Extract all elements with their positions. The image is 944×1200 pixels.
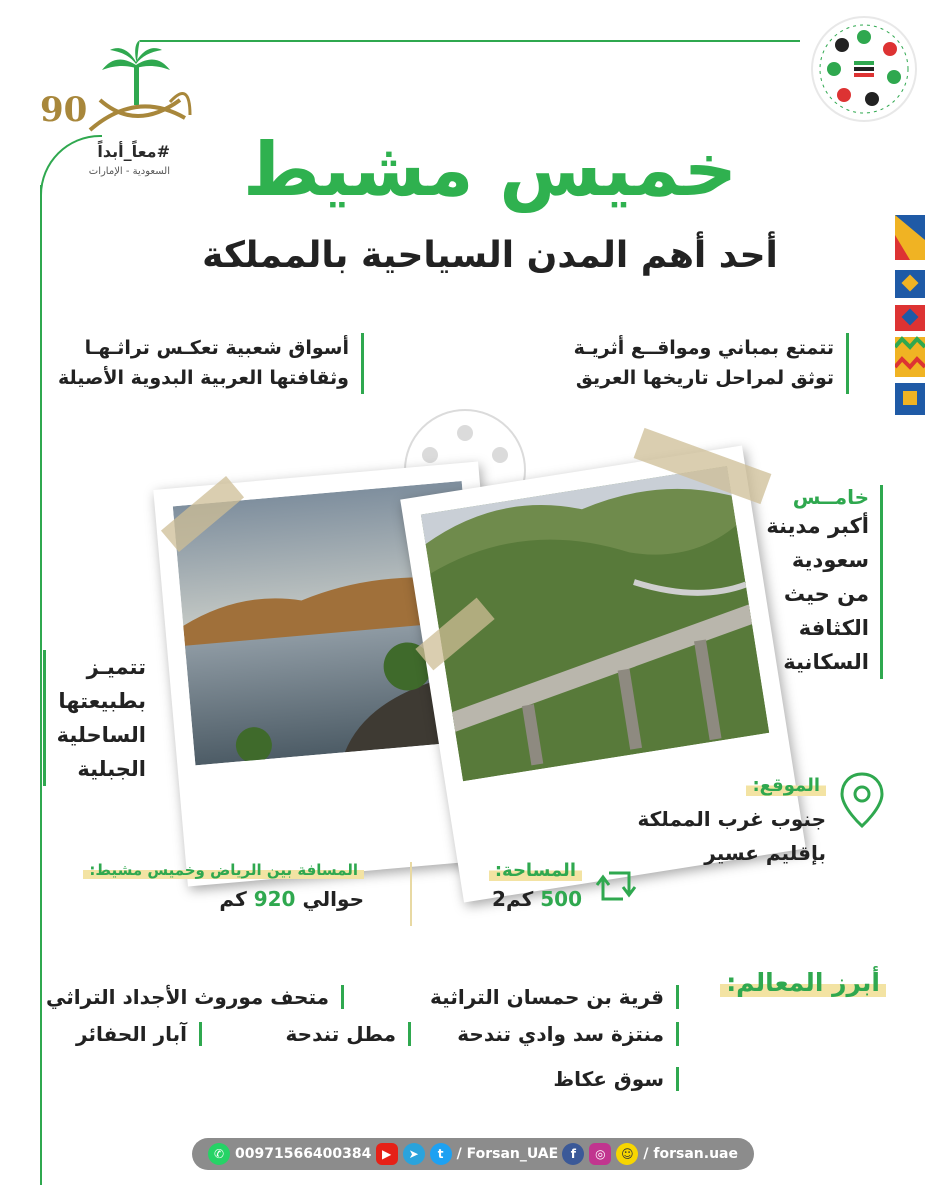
fifth-city-line-4: الكثافة [798,616,869,641]
footer-phone-group [208,1143,371,1165]
footer-handle1-group [376,1143,559,1165]
nature-line-1: تتميـز [86,655,146,679]
location-value [638,802,826,870]
location-pin-icon [836,770,888,830]
badge-hashtag: #معاً_أبداً [97,142,170,161]
footer-handle2-group [562,1143,738,1165]
vertical-divider [410,862,412,926]
nature-body [57,650,146,786]
nature-line-2: بطبيعتها [58,689,146,714]
landmark-item: متحف موروث الأجداد التراثي [46,985,344,1009]
landmark-item: قرية بن حمسان التراثية [430,985,679,1009]
forsan-circle-logo [810,15,918,123]
area-value [489,887,582,911]
distance-unit: كم [219,887,247,911]
fifth-city-line-3: من حيث [783,582,869,607]
facebook-icon[interactable]: f [562,1143,584,1165]
nature-block [57,650,146,786]
fifth-city-block [766,485,869,679]
fifth-city-body [766,509,869,679]
fifth-city-title: خامــس [792,485,869,509]
page-title: خميس مشيط [242,127,738,213]
area-block [489,860,582,911]
location-label: الموقع: [746,775,826,796]
badge-number: 90 [40,90,88,130]
note-buildings-line-1: تتمتع بمباني ومواقــع أثريـة [573,337,834,359]
telegram-icon[interactable]: ➤ [403,1143,425,1165]
accent-bar [43,650,46,786]
landmark-item: مطل تندحة [286,1022,411,1046]
snapchat-icon[interactable]: ☺ [616,1143,638,1165]
area-number: 500 [540,887,582,911]
location-line-2: بإقليم عسير [704,841,826,865]
note-buildings [574,333,849,394]
landmark-item: سوق عكاظ [553,1067,679,1091]
frame-top-line [140,40,800,42]
distance-label: المسافة بين الرياض وخميس مشيط: [83,861,364,879]
fifth-city-line-2: سعودية [791,548,869,573]
landmark-item: آبار الحفائر [76,1022,202,1046]
footer-handle-2[interactable]: / forsan.uae [643,1146,738,1162]
badge-subtitle: السعودية - الإمارات [88,166,170,177]
location-block [638,775,826,870]
fifth-city-line-5: السكانية [783,650,869,675]
nature-line-4: الجبلية [77,757,146,782]
area-unit: كم2 [492,887,534,911]
whatsapp-icon[interactable]: ✆ [208,1143,230,1165]
note-buildings-line-2: توثق لمراحل تاريخها العريق [575,367,834,390]
footer-handle-1[interactable]: / Forsan_UAE [456,1146,559,1162]
footer-phone[interactable]: 00971566400384 [235,1146,372,1162]
sadu-ornament-strip [895,215,925,415]
note-markets [58,333,364,394]
landmarks-title: أبرز المعالم: [720,968,886,997]
youtube-icon[interactable]: ▶ [376,1143,398,1165]
nature-line-3: الساحلية [56,723,146,748]
area-label: المساحة: [489,860,582,881]
note-markets-line-2: وثقافتها العربية البدوية الأصيلة [58,367,349,390]
distance-prefix: حوالي [302,887,364,911]
distance-block [83,860,364,911]
distance-value [83,887,364,911]
instagram-icon[interactable]: ◎ [589,1143,611,1165]
page-subtitle: أحد أهم المدن السياحية بالمملكة [202,235,778,276]
resize-arrows-icon [595,865,637,907]
saudi-uae-90-logo [30,40,200,175]
distance-number: 920 [253,887,296,911]
social-footer-bar [192,1138,754,1170]
fifth-city-line-1: أكبر مدينة [766,514,869,538]
twitter-icon[interactable]: t [430,1143,452,1165]
note-markets-line-1: أسواق شعبية تعكـس تراثـهـا [84,337,349,359]
location-line-1: جنوب غرب المملكة [637,807,826,831]
landmark-item: منتزة سد وادي تندحة [457,1022,679,1046]
accent-bar [880,485,883,679]
